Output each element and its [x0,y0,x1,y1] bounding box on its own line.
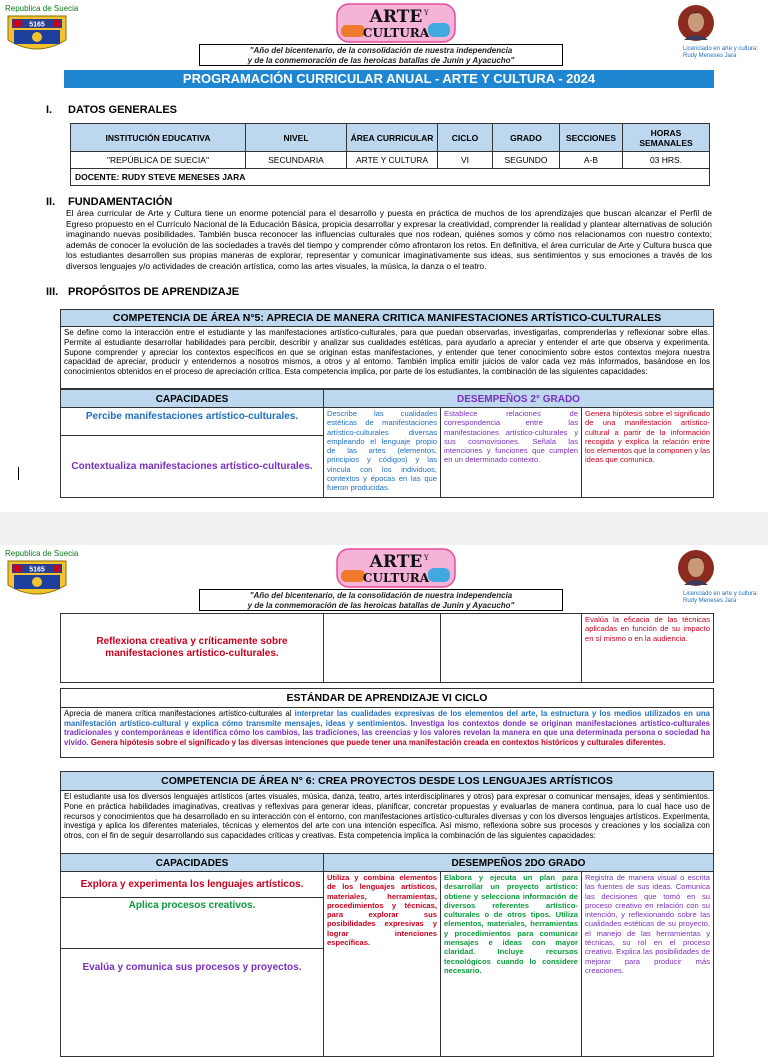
capacidad-percibe: Percibe manifestaciones artístico-culturales. [60,407,324,436]
value-cell: VI [438,152,493,169]
desempenos-header: DESEMPEÑOS 2° GRADO [323,389,714,408]
desempeno-registra: Registra de manera visual o escrita las fuentes de sus ideas. Comunica las decisiones que tomó en su proceso creativo en relación con su intención, y reflexionando sobre las cualidades estéticas de su proyecto, el manejo de las herramientas y técnicas, su rol en el proceso creativo. Explica las posibilidades de mejorar para producir más creaciones. [581,871,714,1057]
motto-line-1: "Año del bicentenario, de la consolidación de nuestra independencia [249,46,513,55]
table-header-row [71,124,710,152]
desempeno-establece: Establece relaciones de correspondencia entre las manifestaciones artístico-culturales y sus cosmovisiones. Señala las intenciones y funciones que cumplen en un determinado contexto. [440,407,582,498]
logo-cultura: CULTURA [362,26,430,40]
desempeno-evalua: Evalúa la eficacia de las técnicas aplicadas en función de su impacto en sí mismo o en la audiencia. [581,613,714,683]
teacher-avatar [678,549,714,587]
page-title: PROGRAMACIÓN CURRICULAR ANUAL - ARTE Y CULTURA - 2024 [64,70,714,88]
value-cell: 03 HRS. [623,152,710,169]
teacher-name: Rudy Meneses Jara [683,53,737,59]
estandar-text-2: interpretar las cualidades expresivas de los elementos del arte, la estructura y los medios utilizados en una manifestación artístico-cultural y explica cómo transmite mensajes, ideas y sentimientos. [64,709,710,728]
competencia-5-box [60,309,714,389]
estandar-box [60,688,714,758]
empty-cell [323,613,441,683]
fundamentacion-text: El área curricular de Arte y Cultura tiene un enorme potencial para el desarrollo y puesta en práctica de muchos de los aprendizajes que buscan alcanzar el Perfil de Egreso propuesto en el Currículo Nacional de la Educación Básica, propicia desarrollar y expresar la creatividad, comprender la realidad y plantear alternativas de solución imaginando nuevas posibilidades. También busca reconocer las influencias culturales que nos rodean, quiénes somos y cómo nos relacionamos con nuestro contexto; además de conocer la evolución de las sociedades a través del tiempo y comprender cómo afrontaron los retos. En definitiva, el área curricular de Arte y Cultura busca que los estudiantes desarrollen sus propias maneras de explorar, representar y comunicar imaginativamente sus ideas, sus sentimientos y sus emociones a través de los diversos lenguajes y/o actividades de creación artística, como las artes visuales, la música, la danza o el teatro. [66,208,712,271]
section-1-heading [46,104,177,116]
school-name: Republica de Suecia [5,4,79,13]
header-cell: HORAS SEMANALES [623,124,710,152]
section-3-heading [46,286,239,298]
teacher-avatar [678,4,714,42]
header-cell: ÁREA CURRICULAR [347,124,438,152]
competencia-5-text: Se define como la interacción entre el estudiante y las manifestaciones artístico-culturales, para que puedan observarlas, investigarlas, comprenderlas y reflexionar sobre ellas. Permite al estudiante desarrollar habilidades para percibir, describir y analizar sus cualidades estéticas, para ayudarlo a apreciar y entender el arte que observa y experimenta. Supone comprender y apreciar los contextos específicos en que se originan estas manifestaciones, y entender que tener conocimiento sobre estos contextos mejora nuestra capacidad de apreciar, producir y entendernos a nosotros mismos, a otros y al entorno. También implica emitir juicios de valor cada vez más informados, basándose en los conocimientos obtenidos en el proceso de apreciación crítica. Esta competencia implica, por parte de los estudiantes, la combinación de las siguientes capacidades: [64,328,710,377]
school-number: 5165 [29,21,45,29]
logo-cultura: CULTURA [362,571,430,585]
desempeno-elabora: Elabora y ejecuta un plan para desarrollar un proyecto artístico: obtiene y selecciona información de diversos referentes artístico-culturales o de otros tipos. Utiliza elementos, materiales, herramientas y procedimientos para comunicar mensajes e ideas con mayor claridad. Incluye recursos tecnológicos cuando lo considere necesario. [440,871,582,1057]
value-cell: ARTE Y CULTURA [347,152,438,169]
motto-line-2: y de la conmemoración de las heroicas batallas de Junín y Ayacucho" [247,600,515,610]
value-cell: SECUNDARIA [246,152,347,169]
school-number: 5165 [29,566,45,574]
value-cell: SEGUNDO [493,152,560,169]
motto-line-1: "Año del bicentenario, de la consolidación de nuestra independencia [249,591,513,600]
capacidad-aplica: Aplica procesos creativos. [60,897,324,949]
empty-cell [440,613,582,683]
table-row [71,169,710,186]
arte-cultura-logo [336,3,456,43]
logo-arte: ARTE [369,552,423,572]
page-gap [0,512,768,545]
value-cell: A-B [560,152,623,169]
competencia-6-box [60,771,714,854]
capacidad-explora: Explora y experimenta los lenguajes artísticos. [60,871,324,898]
estandar-text-1: Aprecia de manera crítica manifestaciones artístico-culturales al [64,709,295,718]
header-cell: GRADO [493,124,560,152]
capacidad-reflexiona: Reflexiona creativa y críticamente sobre manifestaciones artístico-culturales. [60,613,324,683]
estandar-title: ESTÁNDAR DE APRENDIZAJE VI CICLO [61,689,713,708]
general-data-table [70,123,710,186]
motto-line-2: y de la conmemoración de las heroicas batallas de Junín y Ayacucho" [247,55,515,65]
page-1 [0,0,768,512]
teacher-title: Licenciado en arte y cultura: [683,591,759,597]
text-cursor [18,467,19,480]
logo-y: Y [424,554,429,562]
motto [199,589,563,611]
section-3-number: III. [46,286,59,298]
desempeno-utiliza: Utiliza y combina elementos de los lenguajes artísticos, materiales, herramientas, procedimientos y técnicas, para explorar sus posibilidades expresivas y lograr intenciones específicas. [323,871,441,1057]
capacidad-evalua: Evalúa y comunica sus procesos y proyectos. [60,948,324,1057]
motto [199,44,563,66]
page-2 [0,545,768,1057]
section-2-heading [46,196,172,208]
competencia-5-title: COMPETENCIA DE ÁREA N°5: APRECIA DE MANERA CRITICA MANIFESTACIONES ARTÍSTICO-CULTURALES [61,310,713,327]
estandar-text [61,708,713,748]
header-cell: SECCIONES [560,124,623,152]
arte-cultura-logo [336,548,456,588]
docente-cell: DOCENTE: RUDY STEVE MENESES JARA [71,169,710,186]
teacher-name: Rudy Meneses Jara [683,598,737,604]
section-1-number: I. [46,104,53,116]
desempeno-genera: Genera hipótesis sobre el significado de una manifestación artístico-cultural a partir de la información recogida y explica la relación entre los elementos que la componen y las ideas que comunica. [581,407,714,498]
header-cell: CICLO [438,124,493,152]
capacidades-header: CAPACIDADES [60,853,324,872]
logo-arte: ARTE [369,7,423,27]
competencia-6-text: El estudiante usa los diversos lenguajes artísticos (artes visuales, música, danza, teatro, artes interdisciplinares y otros) para expresar o comunicar mensajes, ideas y sentimientos. Pone en práctica habilidades imaginativas, creativas y reflexivas para generar ideas, planificar, concretar propuestas y evaluarlas de manera continua, para lo cual hace uso de recursos y conocimientos que ha desarrollado en su interacción con el entorno, con manifestaciones artístico-culturales diversas y con los diversos lenguajes artísticos. Experimenta, investiga y aplica los diferentes materiales, técnicas y elementos del arte con una intención específica. Así mismo, reflexiona sobre sus procesos y creaciones y los socializa con otros, con el fin de seguir desarrollando sus capacidades críticas y creativas. Esta competencia implica la combinación de las siguientes capacidades: [64,792,710,841]
section-2-number: II. [46,196,56,208]
header-cell: INSTITUCIÓN EDUCATIVA [71,124,246,152]
competencia-6-title: COMPETENCIA DE ÁREA N° 6: CREA PROYECTOS DESDE LOS LENGUAJES ARTÍSTICOS [61,772,713,791]
estandar-text-3: Investiga los contextos donde se originan manifestaciones artístico-culturales tradicionales y contemporáneas e identifica cómo los cambios, las tradiciones, las creencias y los valores revelan la manera en que una determinada persona o sociedad ha vivido. [64,718,710,747]
header-cell: NIVEL [246,124,347,152]
section-3-title: PROPÓSITOS DE APRENDIZAJE [68,286,240,298]
section-1-title: DATOS GENERALES [68,104,177,116]
desempeno-describe: Describe las cualidades estéticas de manifestaciones artístico-culturales diversas empleando el lenguaje propio de las artes (elementos, principios y códigos) y las vincula con los individuos, contextos y épocas en las que fueron producidas. [323,407,441,498]
school-crest-icon [6,559,68,601]
capacidades-header: CAPACIDADES [60,389,324,408]
table-row [71,152,710,169]
section-2-title: FUNDAMENTACIÓN [68,196,173,208]
value-cell: "REPÚBLICA DE SUECIA" [71,152,246,169]
logo-y: Y [424,9,429,17]
school-crest-icon [6,14,68,56]
school-name: Republica de Suecia [5,549,79,558]
estandar-text-4: Genera hipótesis sobre el significado y las diversas intenciones que puede tener una manifestación creada en contextos históricos y culturales diferentes. [88,737,666,747]
desempenos-header: DESEMPEÑOS 2DO GRADO [323,853,714,872]
teacher-title: Licenciado en arte y cultura: [683,46,759,52]
capacidad-contextualiza: Contextualiza manifestaciones artístico-culturales. [60,435,324,498]
